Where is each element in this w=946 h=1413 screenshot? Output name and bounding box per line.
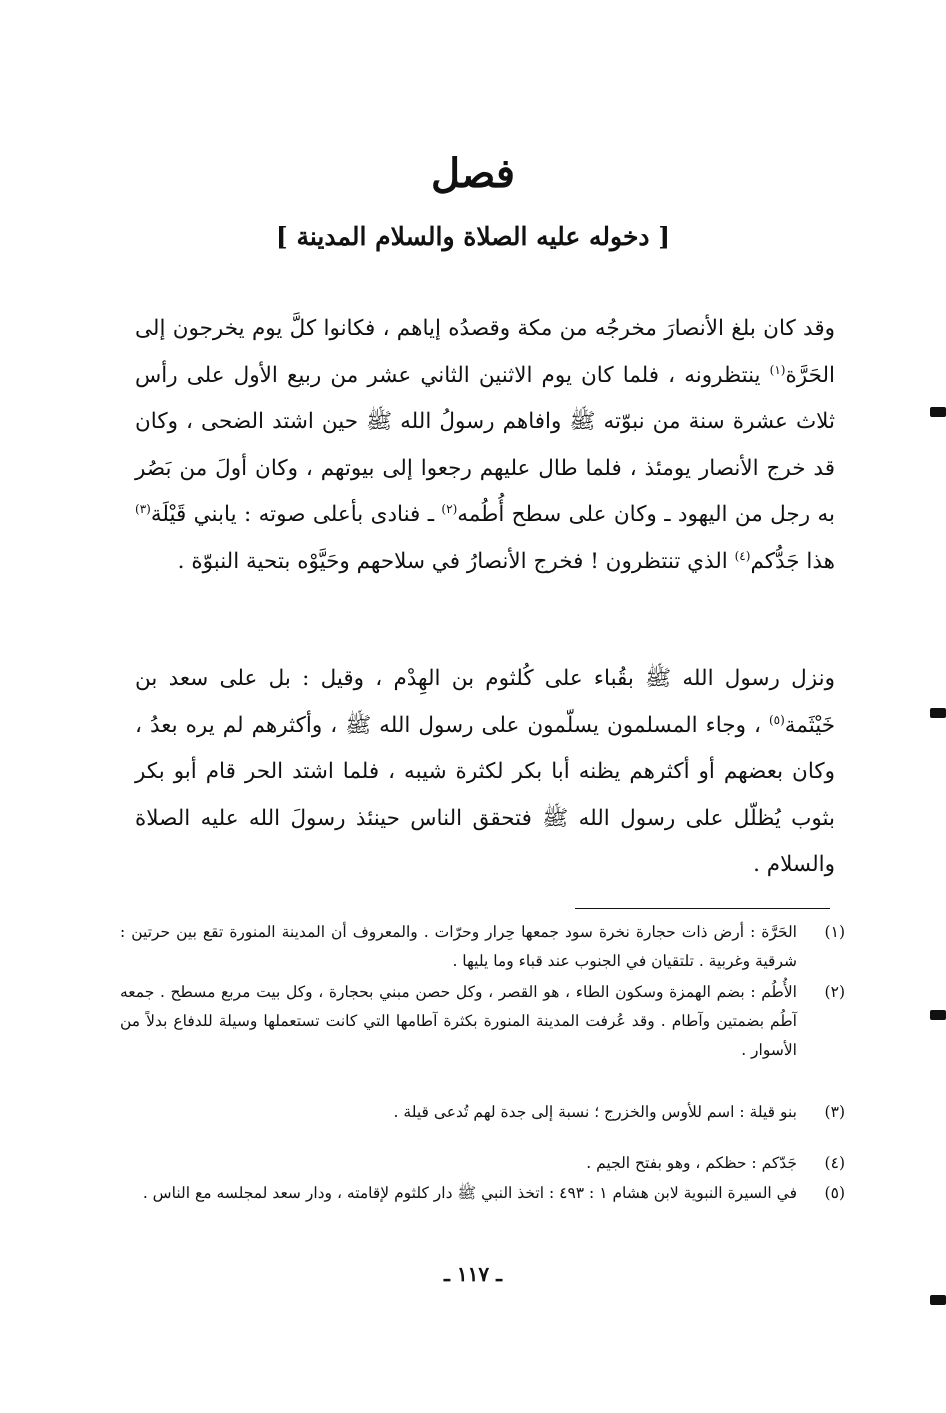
paragraph-text: ـ فنادى بأعلى صوته : يابني قَيْلَة [150,502,442,527]
footnote-divider [575,908,830,909]
footnote-text: في السيرة النبوية لابن هشام ١ : ٤٩٣ : اتخذ النبي ﷺ دار كلثوم لإقامته ، ودار سعد لمجلسه مع الناس . [142,1184,797,1202]
footnote-text: الأُطُم : بضم الهمزة وسكون الطاء ، هو القصر ، وكل حصن مبني بحجارة ، وكل بيت مربع مسطح . جمعه آطُم بضمتين وآطام . وقد عُرفت المدينة المنورة بكثرة آطامها التي كانت تستعملها وسيلة للدفاع بدلاً من الأسوار . [120,983,797,1059]
footnote-ref-5[interactable]: (٥) [768,712,785,727]
footnote-number: (٣) [824,1103,845,1121]
footnote-2 [120,978,845,1065]
scan-edge-mark [930,1010,946,1020]
footnote-number: (٤) [824,1154,845,1172]
footnote-number: (٥) [824,1184,845,1202]
paragraph-1 [135,306,835,585]
footnote-3 [120,1098,845,1127]
paragraph-text: الذي تنتظرون ! فخرج الأنصارُ في سلاحهم وحَيَّوْه بتحية النبوّة . [177,548,735,574]
footnote-ref-3[interactable]: (٣) [135,501,151,516]
paragraph-text: ينتظرونه ، فلما كان يوم الاثنين الثاني عشر من ربيع الأول على رأس ثلاث عشرة سنة من نبوّته ﷺ وافاهم رسولُ الله ﷺ حين اشتد الضحى ، وكان قد خرج الأنصار يومئذ ، فلما طال عليهم رجعوا إلى بيوتهم ، وكان أولَ من بَصُر به رجل من اليهود ـ وكان على سطح أُطُمه [135,362,835,527]
footnote-text: الحَرَّة : أرض ذات حجارة نخرة سود جمعها حِرار وحرّات . والمعروف أن المدينة المنورة تقع بين حرتين : شرقية وغربية . تلتقيان في الجنوب عند قباء وما يليها . [120,923,797,970]
footnote-text: بنو قيلة : اسم للأوس والخزرج ؛ نسبة إلى جدة لهم تُدعى قيلة . [393,1103,797,1121]
paragraph-text: وقد كان بلغ الأنصارَ مخرجُه من مكة وقصدُه إياهم ، فكانوا كلَّ يوم يخرجون إلى الحَرَّة [135,316,835,388]
footnote-number: (٢) [824,983,845,1001]
scan-edge-mark [930,708,946,718]
paragraph-2 [135,656,835,889]
footnote-4 [120,1149,845,1178]
footnote-text: جَدّكم : حظكم ، وهو بفتح الجيم . [586,1154,797,1172]
footnote-1 [120,918,845,976]
footnote-ref-1[interactable]: (١) [769,362,786,377]
chapter-title: فصل [430,150,516,197]
paragraph-text: ونزل رسول الله ﷺ بقُباء على كُلثوم بن الهِدْم ، وقيل : بل على سعد بن خَيْثَمة [135,666,835,738]
footnote-number: (١) [824,923,845,941]
paragraph-text: ، وجاء المسلمون يسلّمون على رسول الله ﷺ ، وأكثرهم لم يره بعدُ ، وكان بعضهم أو أكثرهم يظنه أبا بكر لكثرة شيبه ، فلما اشتد الحر قام أبو بكر بثوب يُظلّل على رسول الله ﷺ فتحقق الناس حينئذ رسولَ الله عليه الصلاة والسلام . [135,712,835,877]
footnote-ref-4[interactable]: (٤) [734,548,751,563]
footnote-5 [120,1179,845,1208]
scan-edge-mark [930,1295,946,1305]
footnote-ref-2[interactable]: (٢) [441,501,458,516]
page-number: ـ ١١٧ ـ [444,1262,502,1286]
section-title: [ دخوله عليه الصلاة والسلام المدينة ] [275,222,671,251]
scan-edge-mark [930,407,946,417]
paragraph-text: هذا جَدُّكم [750,548,835,574]
